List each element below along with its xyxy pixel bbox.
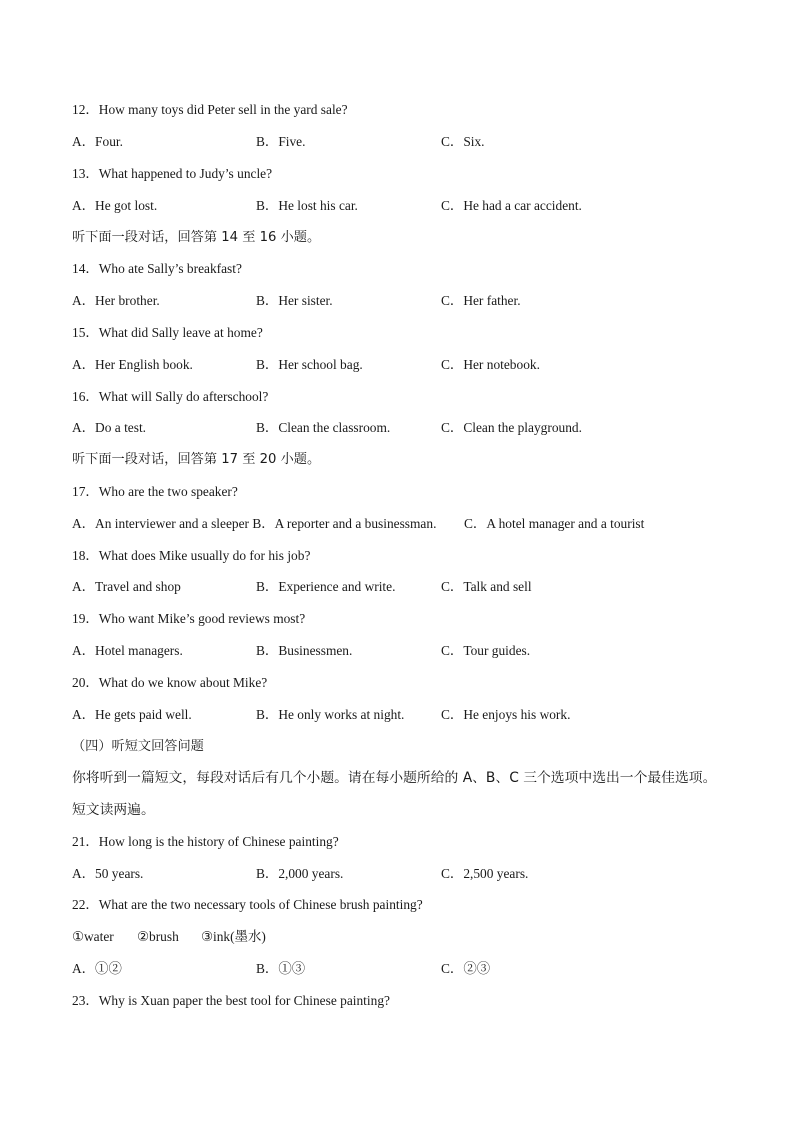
question-19-option-b: B．Businessmen. <box>256 643 353 658</box>
question-19-option-a: A．Hotel managers. <box>72 643 183 658</box>
question-14-option-c: C．Her father. <box>441 293 521 308</box>
question-15-option-c: C．Her notebook. <box>441 357 540 372</box>
question-22-option-a: A．①② <box>72 961 122 976</box>
question-13-option-a: A．He got lost. <box>72 198 158 213</box>
question-16-option-b: B．Clean the classroom. <box>256 420 391 435</box>
question-19-option-c: C．Tour guides. <box>441 643 531 658</box>
question-19-options <box>72 641 722 661</box>
question-21-option-b: B．2,000 years. <box>256 866 344 881</box>
question-15-option-b: B．Her school bag. <box>256 357 363 372</box>
instruction-17-20: 听下面一段对话，回答第 17 至 20 小题。 <box>72 452 321 467</box>
question-12-option-c: C．Six. <box>441 134 485 149</box>
question-15-option-a: A．Her English book. <box>72 357 193 372</box>
question-20-stem: 20．What do we know about Mike? <box>72 675 268 690</box>
question-22-item-1: ①water <box>72 929 114 944</box>
question-20-option-a: A．He gets paid well. <box>72 707 192 722</box>
question-18-options <box>72 577 722 597</box>
question-13-stem: 13．What happened to Judy’s uncle? <box>72 166 273 181</box>
question-22-stem: 22．What are the two necessary tools of Chinese brush painting? <box>72 897 423 912</box>
section-4-heading: （四）听短文回答问题 <box>72 739 204 754</box>
question-17-options <box>72 514 722 534</box>
question-17-stem: 17．Who are the two speaker? <box>72 484 238 499</box>
question-16-option-a: A．Do a test. <box>72 420 147 435</box>
question-12-option-b: B．Five. <box>256 134 306 149</box>
question-20-option-b: B．He only works at night. <box>256 707 405 722</box>
question-14-option-a: A．Her brother. <box>72 293 160 308</box>
question-21-options <box>72 864 722 884</box>
question-12-stem: 12．How many toys did Peter sell in the yard sale? <box>72 102 348 117</box>
question-18-option-b: B．Experience and write. <box>256 579 396 594</box>
question-18-option-a: A．Travel and shop <box>72 579 181 594</box>
question-18-option-c: C．Talk and sell <box>441 579 532 594</box>
question-21-option-a: A．50 years. <box>72 866 144 881</box>
question-22-options <box>72 959 722 979</box>
question-15-options <box>72 355 722 375</box>
question-12-options <box>72 132 722 152</box>
question-22-items <box>72 927 472 947</box>
question-14-stem: 14．Who ate Sally’s breakfast? <box>72 261 242 276</box>
question-23-stem: 23．Why is Xuan paper the best tool for Chinese painting? <box>72 993 390 1008</box>
instruction-section-4-line-2: 短文读两遍。 <box>72 802 155 818</box>
question-20-option-c: C．He enjoys his work. <box>441 707 571 722</box>
question-13-option-c: C．He had a car accident. <box>441 198 582 213</box>
instruction-14-16: 听下面一段对话，回答第 14 至 16 小题。 <box>72 230 321 245</box>
question-13-option-b: B．He lost his car. <box>256 198 358 213</box>
question-19-stem: 19．Who want Mike’s good reviews most? <box>72 611 306 626</box>
question-16-options <box>72 418 722 438</box>
question-13-options <box>72 196 722 216</box>
question-17-option-c: C．A hotel manager and a tourist <box>464 516 645 531</box>
question-22-item-2: ②brush <box>137 929 179 944</box>
question-21-option-c: C．2,500 years. <box>441 866 529 881</box>
question-12-option-a: A．Four. <box>72 134 123 149</box>
question-14-options <box>72 291 722 311</box>
question-22-option-c: C．②③ <box>441 961 491 976</box>
question-16-stem: 16．What will Sally do afterschool? <box>72 389 269 404</box>
question-20-options <box>72 705 722 725</box>
question-16-option-c: C．Clean the playground. <box>441 420 582 435</box>
question-22-option-b: B．①③ <box>256 961 306 976</box>
question-15-stem: 15．What did Sally leave at home? <box>72 325 263 340</box>
question-14-option-b: B．Her sister. <box>256 293 333 308</box>
question-17-option-a-b: A．An interviewer and a sleeper B．A reporter and a businessman. <box>72 516 437 531</box>
question-21-stem: 21．How long is the history of Chinese painting? <box>72 834 339 849</box>
instruction-section-4-line-1: 你将听到一篇短文，每段对话后有几个小题。请在每小题所给的 A、B、C 三个选项中选出一个最佳选项。 <box>72 770 717 786</box>
question-22-item-3: ③ink(墨水) <box>201 929 266 944</box>
question-18-stem: 18．What does Mike usually do for his job? <box>72 548 311 563</box>
